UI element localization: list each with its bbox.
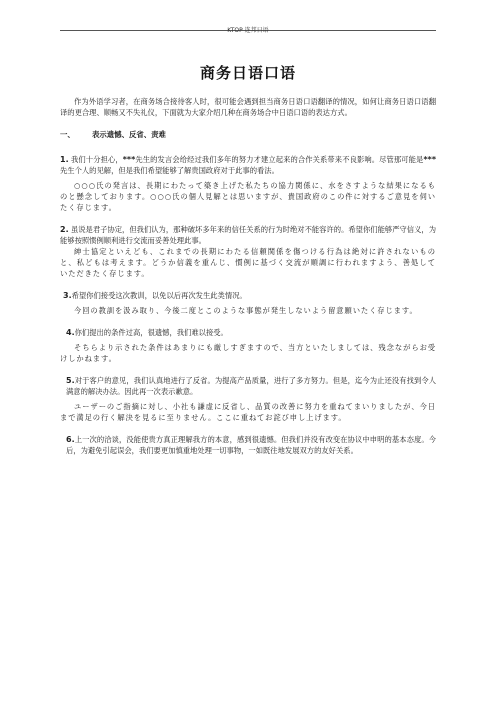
item-1-zh-part2: 先生的发言会给经过我们多年的努力才建立起来的合作关系带来不良影响。尽管那可能是 <box>135 155 424 164</box>
section-heading <box>60 129 436 140</box>
page-header <box>60 14 436 34</box>
item-1-number: 1. <box>60 155 69 164</box>
item-4-chinese <box>60 327 436 338</box>
item-6-chinese <box>60 434 436 456</box>
item-1-stars-1: *** <box>122 155 136 164</box>
item-5-zh-text: 对于客户的意见，我们认真地进行了反省。为提高产品质量，进行了多方努力。但是，迄今为止还没有找到令人满意的解决办法。因此再一次表示歉意。 <box>66 376 436 396</box>
header-text: KTOP 连邦日语 <box>227 27 269 34</box>
item-5-number: 5. <box>66 376 75 385</box>
item-5-japanese: ユーザーのご指摘に対し、小社も謙虚に反省し、品質の改善に努力を重ねてまいりましたが、今日まで満足の行く解決を見るに至りません。ここに重ねてお詫び申し上げます。 <box>60 402 436 422</box>
item-2-chinese <box>60 224 436 246</box>
item-3-chinese <box>60 290 436 301</box>
document-title: 商务日语口语 <box>199 64 296 82</box>
document-body <box>60 96 436 456</box>
section-heading-number: 一、 <box>60 130 75 139</box>
intro-paragraph: 作为外语学习者，在商务场合接待客人时，很可能会遇到担当商务日语口语翻译的情况，如何让商务日语口语翻译的更合理、顺畅又不失礼仪，下面就为大家介绍几种在商务场合中日语口语的表达方式。 <box>60 97 436 117</box>
item-1-stars-2: *** <box>423 155 437 164</box>
item-3-zh-text: 希望你们接受这次教训，以免以后再次发生此类情况。 <box>71 291 247 300</box>
item-4-number: 4. <box>66 328 75 337</box>
item-6-zh-text: 上一次的洽谈，没能使贵方真正理解我方的本意，感到很遗憾。但我们并没有改变在协议中申明的基本态度。今后，为避免引起误会，我们要更加慎重地处理一切事物，一如既往地发展双方的友好关系。 <box>66 435 436 455</box>
item-2-zh-text: 虽说是君子协定，但我们认为，那种破坏多年来的信任关系的行为时绝对不能容许的。希望你们能够严守信义，为能够按照惯例顺利进行交流而妥善处理此事。 <box>60 225 436 245</box>
section-heading-text: 表示遗憾、反省、责难 <box>92 130 166 139</box>
item-4-japanese: そちらより示された条件はあまりにも厳しすぎますので、当方といたしましては、残念ながらお受けしかねます。 <box>60 343 436 363</box>
item-3-japanese: 今回の教訓を汲み取り、今後二度とこのような事態が発生しないよう留意願いたく存じます。 <box>74 306 418 315</box>
item-1-chinese <box>60 154 436 176</box>
item-2-japanese: 紳士協定といえども、これまでの長期にわたる信頼関係を傷つける行為は絶対に許されないものと、私どもは考えます。どうか信義を重んじ、慣例に基づく交流が順調に行われますよう、善処していただきたく存じます。 <box>60 247 436 278</box>
item-1-zh-part1: 我们十分担心， <box>71 155 123 164</box>
item-3-number: 3. <box>63 291 72 300</box>
item-5-chinese <box>60 375 436 397</box>
item-6-number: 6. <box>66 435 75 444</box>
item-4-zh-text: 你们提出的条件过高，很遗憾，我们难以接受。 <box>74 328 228 337</box>
item-2-number: 2. <box>60 225 69 234</box>
item-1-zh-part3: 先生个人的见解，但是我们希望能够了解贵国政府对于此事的看法。 <box>60 166 279 175</box>
item-1-japanese: ○○○氏の発言は、長期にわたって築き上げた私たちの協力関係に、水をさすような結果になるものと懸念しております。○○○氏の個人見解とは思いますが、貴国政府のこの件に対するご意見を伺いたく存じます。 <box>60 181 436 212</box>
